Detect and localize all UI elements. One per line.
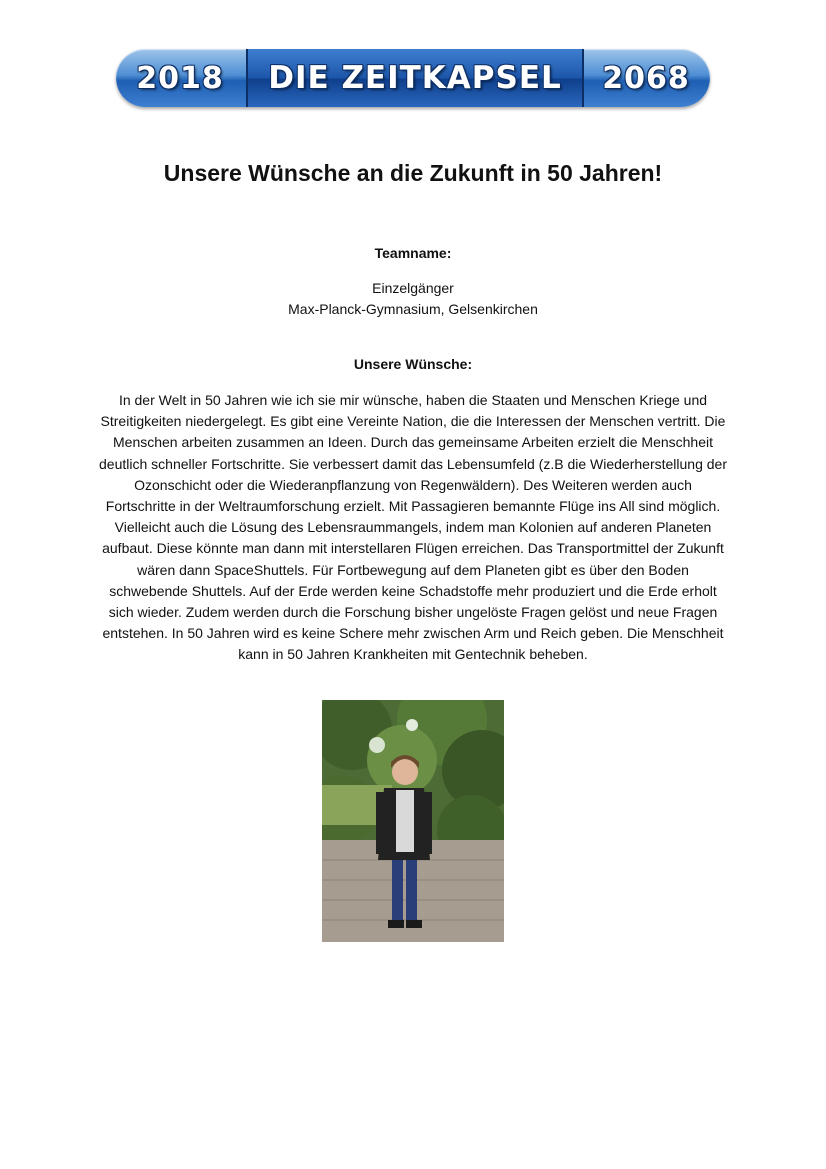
wishes-label: Unsere Wünsche: — [353, 356, 473, 372]
banner-year-end: 2068 — [602, 60, 690, 96]
banner-year-start: 2018 — [136, 60, 224, 96]
student-photo-illustration — [322, 700, 504, 942]
team-name: Einzelgänger — [372, 280, 454, 296]
zeitkapsel-banner — [116, 49, 710, 107]
banner-title: DIE ZEITKAPSEL — [246, 49, 584, 107]
team-label: Teamname: — [374, 245, 452, 261]
student-photo — [322, 700, 504, 942]
school-name: Max-Planck-Gymnasium, Gelsenkirchen — [288, 301, 538, 317]
wishes-text: In der Welt in 50 Jahren wie ich sie mir wünsche, haben die Staaten und Menschen Kriege und Streitigkeiten niedergelegt. Es gibt eine Vereinte Nation, die die Interessen der Menschen vertritt. Die Menschen arbeiten zusammen an Ideen. Durch das gemeinsame Arbeiten erzielt die Menschheit deutlich schneller Fortschritte. Sie verbessert damit das Lebensumfeld (z.B die Wiederherstellung der Ozonschicht oder die Wiederanpflanzung von Regenwäldern). Des Weiteren werden auch Fortschritte in der Weltraumforschung erzielt. Mit Passagieren bemannte Flüge ins All sind möglich. Vielleicht auch die Lösung des Lebensraummangels, indem man Kolonien auf anderen Planeten aufbaut. Diese könnte man dann mit interstellaren Flügen erreichen. Das Transportmittel der Zukunft wären dann SpaceShuttels. Für Fortbewegung auf dem Planeten gibt es über den Boden schwebende Shuttels. Auf der Erde werden keine Schadstoffe mehr produziert und die Erde erholt sich wieder. Zudem werden durch die Forschung bisher ungelöste Fragen gelöst und neue Fragen entstehen. In 50 Jahren wird es keine Schere mehr zwischen Arm und Reich geben. Die Menschheit kann in 50 Jahren Krankheiten mit Gentechnik beheben. — [99, 392, 727, 663]
page-title: Unsere Wünsche an die Zukunft in 50 Jahren! — [163, 160, 663, 186]
